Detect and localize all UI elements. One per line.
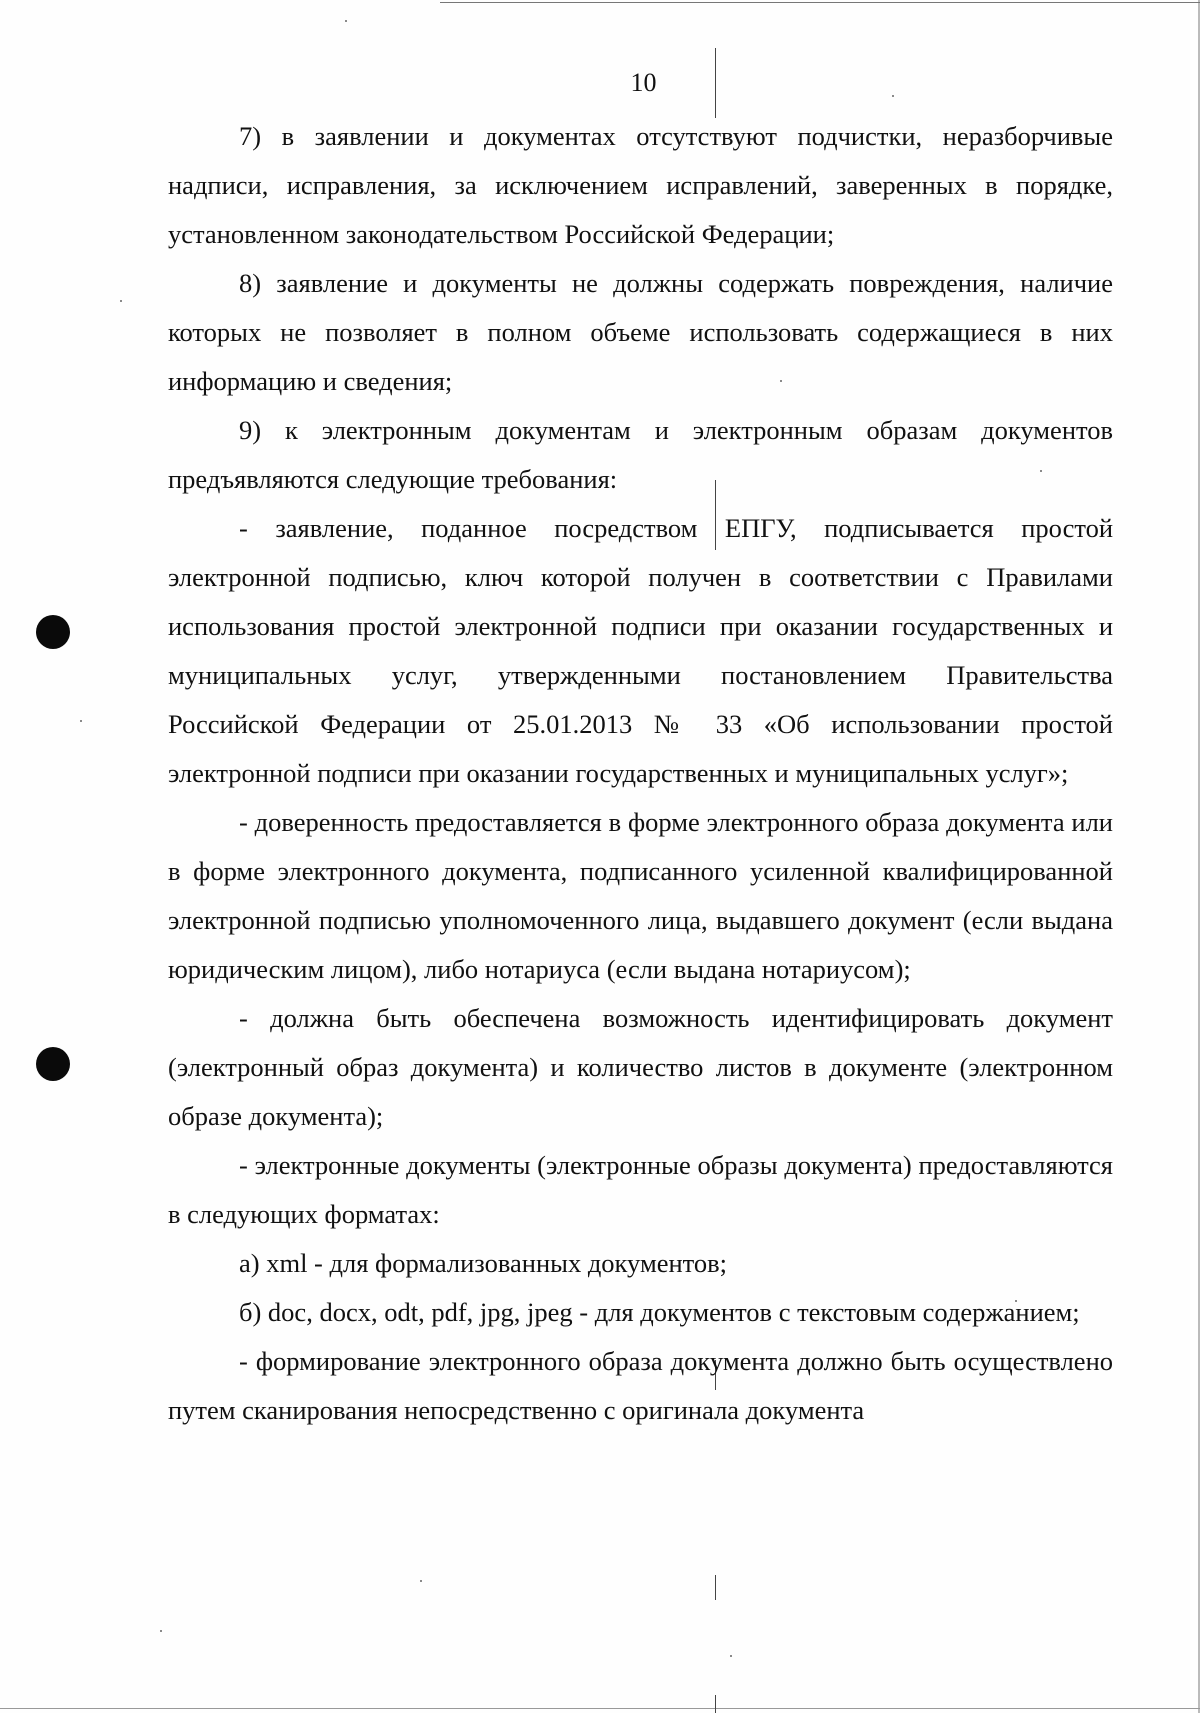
paragraph-scanning: - формирование электронного образа документа должно быть осуществлено путем сканирования непосредственно с оригинала документа: [168, 1346, 1113, 1425]
paragraph-item-9: 9) к электронным документам и электронным образам документов предъявляются следующие требования:: [168, 415, 1113, 494]
fold-mark: [715, 1575, 716, 1600]
scan-speck: [160, 1630, 162, 1632]
document-body: [168, 112, 1113, 1435]
scan-speck: [730, 1655, 732, 1657]
scan-speck: [420, 1580, 422, 1582]
scan-speck: [120, 300, 122, 302]
punch-hole: [36, 1047, 70, 1081]
paragraph-epgu-signature: - заявление, поданное посредством ЕПГУ, подписывается простой электронной подписью, ключ которой получен в соответствии с Правилами использования простой электронной подписи при оказании государственных и муниципальных услуг, утвержденными постановлением Правительства Российской Федерации от 25.01.2013 № 33 «Об использовании простой электронной подписи при оказании государственных и муниципальных услуг»;: [168, 513, 1113, 788]
paragraph-formats: - электронные документы (электронные образы документа) предоставляются в следующих форматах:: [168, 1150, 1113, 1229]
scan-speck: [80, 720, 82, 722]
scan-edge-bottom: [0, 1708, 1200, 1709]
paragraph-format-text: б) doc, docx, odt, pdf, jpg, jpeg - для документов с текстовым содержанием;: [239, 1297, 1080, 1327]
paragraph-power-of-attorney: - доверенность предоставляется в форме электронного образа документа или в форме электронного документа, подписанного усиленной квалифицированной электронной подписью уполномоченного лица, выдавшего документ (если выдана юридическим лицом), либо нотариуса (если выдана нотариусом);: [168, 807, 1113, 984]
paragraph-format-xml: а) xml - для формализованных документов;: [239, 1248, 728, 1278]
scan-edge-top: [440, 2, 1200, 3]
paragraph-item-8: 8) заявление и документы не должны содержать повреждения, наличие которых не позволяет в полном объеме использовать содержащиеся в них информацию и сведения;: [168, 268, 1113, 396]
paragraph-item-7: 7) в заявлении и документах отсутствуют подчистки, неразборчивые надписи, исправления, за исключением исправлений, заверенных в порядке, установленном законодательством Российской Федерации;: [168, 121, 1113, 249]
page-number: 10: [630, 68, 657, 97]
paragraph-identification: - должна быть обеспечена возможность идентифицировать документ (электронный образ документа) и количество листов в документе (электронном образе документа);: [168, 1003, 1113, 1131]
punch-hole: [36, 615, 70, 649]
fold-mark: [715, 1695, 716, 1713]
scan-speck: [345, 20, 347, 22]
